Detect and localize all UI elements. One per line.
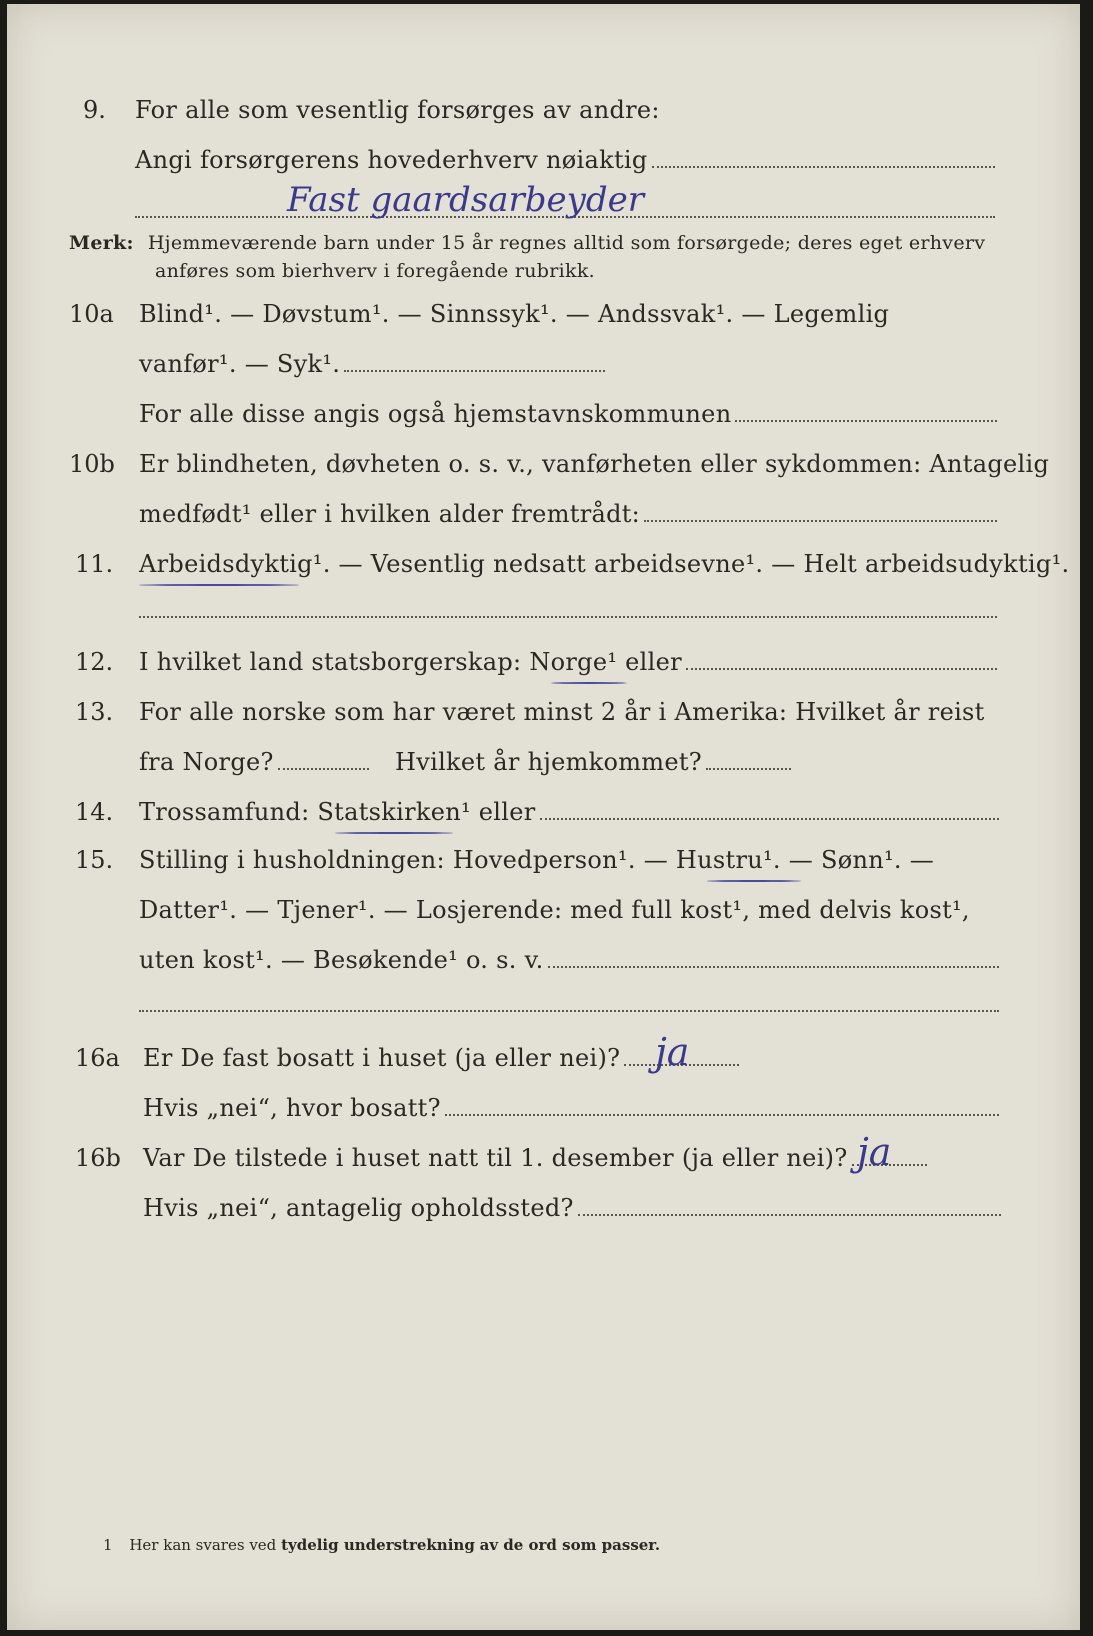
question-16b-number: 16b	[75, 1144, 121, 1172]
question-10b-line1: Er blindheten, døvheten o. s. v., vanførheten eller sykdommen: Antagelig	[139, 450, 1050, 478]
note-row-1	[69, 232, 985, 254]
question-12-prompt: I hvilket land statsborgerskap: Norge¹ eller	[139, 648, 682, 676]
note-line1: Hjemmeværende barn under 15 år regnes alltid som forsørgede; deres eget erhverv	[147, 232, 986, 254]
handwritten-underline	[551, 682, 627, 684]
question-13-line2a	[139, 748, 369, 776]
note-line2: anføres som bierhverv i foregående rubrikk.	[155, 260, 595, 282]
question-16a-line2	[143, 1094, 999, 1122]
answer-line	[706, 768, 791, 770]
question-12-number: 12.	[75, 648, 114, 676]
question-11-line1: Arbeidsdyktig¹. — Vesentlig nedsatt arbeidsevne¹. — Helt arbeidsudyktig¹.	[139, 550, 1070, 578]
question-10a-line1: Blind¹. — Døvstum¹. — Sinnssyk¹. — Andssvak¹. — Legemlig	[139, 300, 890, 328]
question-12-line1	[139, 648, 997, 676]
answer-line	[652, 166, 995, 168]
question-10b-number: 10b	[69, 450, 115, 478]
question-16a-line1	[143, 1044, 739, 1072]
handwritten-answer-16a: ja	[655, 1030, 690, 1074]
footnote-text-a: Her kan svares ved	[129, 1536, 277, 1554]
question-13-number: 13.	[75, 698, 114, 726]
handwritten-underline	[335, 832, 453, 834]
question-15-options: uten kost¹. — Besøkende¹ o. s. v.	[139, 946, 544, 974]
question-14-number: 14.	[75, 798, 114, 826]
question-10a-number: 10a	[69, 300, 114, 328]
question-10a-options: vanfør¹. — Syk¹.	[139, 350, 341, 378]
question-16a-followup: Hvis „nei“, hvor bosatt?	[143, 1094, 441, 1122]
answer-line	[344, 370, 605, 372]
question-15-line3	[139, 946, 999, 974]
question-10a-prompt: For alle disse angis også hjemstavnskommunen	[139, 400, 732, 428]
question-11-number: 11.	[75, 550, 114, 578]
question-16a-prompt: Er De fast bosatt i huset (ja eller nei)?	[143, 1044, 621, 1072]
question-15-line1: Stilling i husholdningen: Hovedperson¹. — Hustru¹. — Sønn¹. —	[139, 846, 935, 874]
handwritten-underline	[707, 880, 801, 882]
question-10b-prompt: medfødt¹ eller i hvilken alder fremtrådt:	[139, 500, 641, 528]
question-13-prompt-b: Hvilket år hjemkommet?	[395, 748, 702, 776]
question-16b-line1	[143, 1144, 927, 1172]
question-13-line1: For alle norske som har været minst 2 år i Amerika: Hvilket år reist	[139, 698, 985, 726]
answer-line	[445, 1114, 999, 1116]
footnote-text-c: av de ord som passer.	[479, 1536, 661, 1554]
question-13-line2b	[395, 748, 791, 776]
question-10a-line2	[139, 350, 605, 378]
question-9-line2	[135, 146, 995, 174]
answer-line	[139, 1010, 999, 1012]
note-label: Merk:	[69, 232, 134, 254]
handwritten-answer-9: Fast gaardsarbeyder	[287, 180, 644, 220]
answer-line	[548, 966, 999, 968]
question-14-line1	[139, 798, 999, 826]
question-16b-followup: Hvis „nei“, antagelig opholdssted?	[143, 1194, 574, 1222]
question-15-line2: Datter¹. — Tjener¹. — Losjerende: med full kost¹, med delvis kost¹,	[139, 896, 970, 924]
question-10b-line2	[139, 500, 997, 528]
answer-line	[278, 768, 369, 770]
answer-line	[686, 668, 997, 670]
answer-line	[735, 420, 997, 422]
handwritten-underline	[139, 584, 299, 586]
question-10a-line3	[139, 400, 997, 428]
answer-line	[139, 616, 997, 618]
answer-line	[578, 1214, 1001, 1216]
question-9-prompt: Angi forsørgerens hovederhverv nøiaktig	[135, 146, 648, 174]
footnote-text-b: tydelig understrekning	[281, 1536, 475, 1554]
question-14-prompt: Trossamfund: Statskirken¹ eller	[139, 798, 536, 826]
question-9-number: 9.	[83, 96, 106, 124]
answer-line	[540, 818, 999, 820]
answer-line	[644, 520, 997, 522]
footnote	[103, 1536, 660, 1554]
question-9-line1: For alle som vesentlig forsørges av andre:	[135, 96, 660, 124]
census-form-page	[7, 4, 1080, 1630]
handwritten-answer-16b: ja	[857, 1130, 892, 1174]
question-16b-prompt: Var De tilstede i huset natt til 1. desember (ja eller nei)?	[143, 1144, 848, 1172]
footnote-mark: 1	[103, 1536, 113, 1554]
question-13-prompt-a: fra Norge?	[139, 748, 274, 776]
question-15-number: 15.	[75, 846, 114, 874]
question-16a-number: 16a	[75, 1044, 120, 1072]
question-16b-line2	[143, 1194, 1001, 1222]
